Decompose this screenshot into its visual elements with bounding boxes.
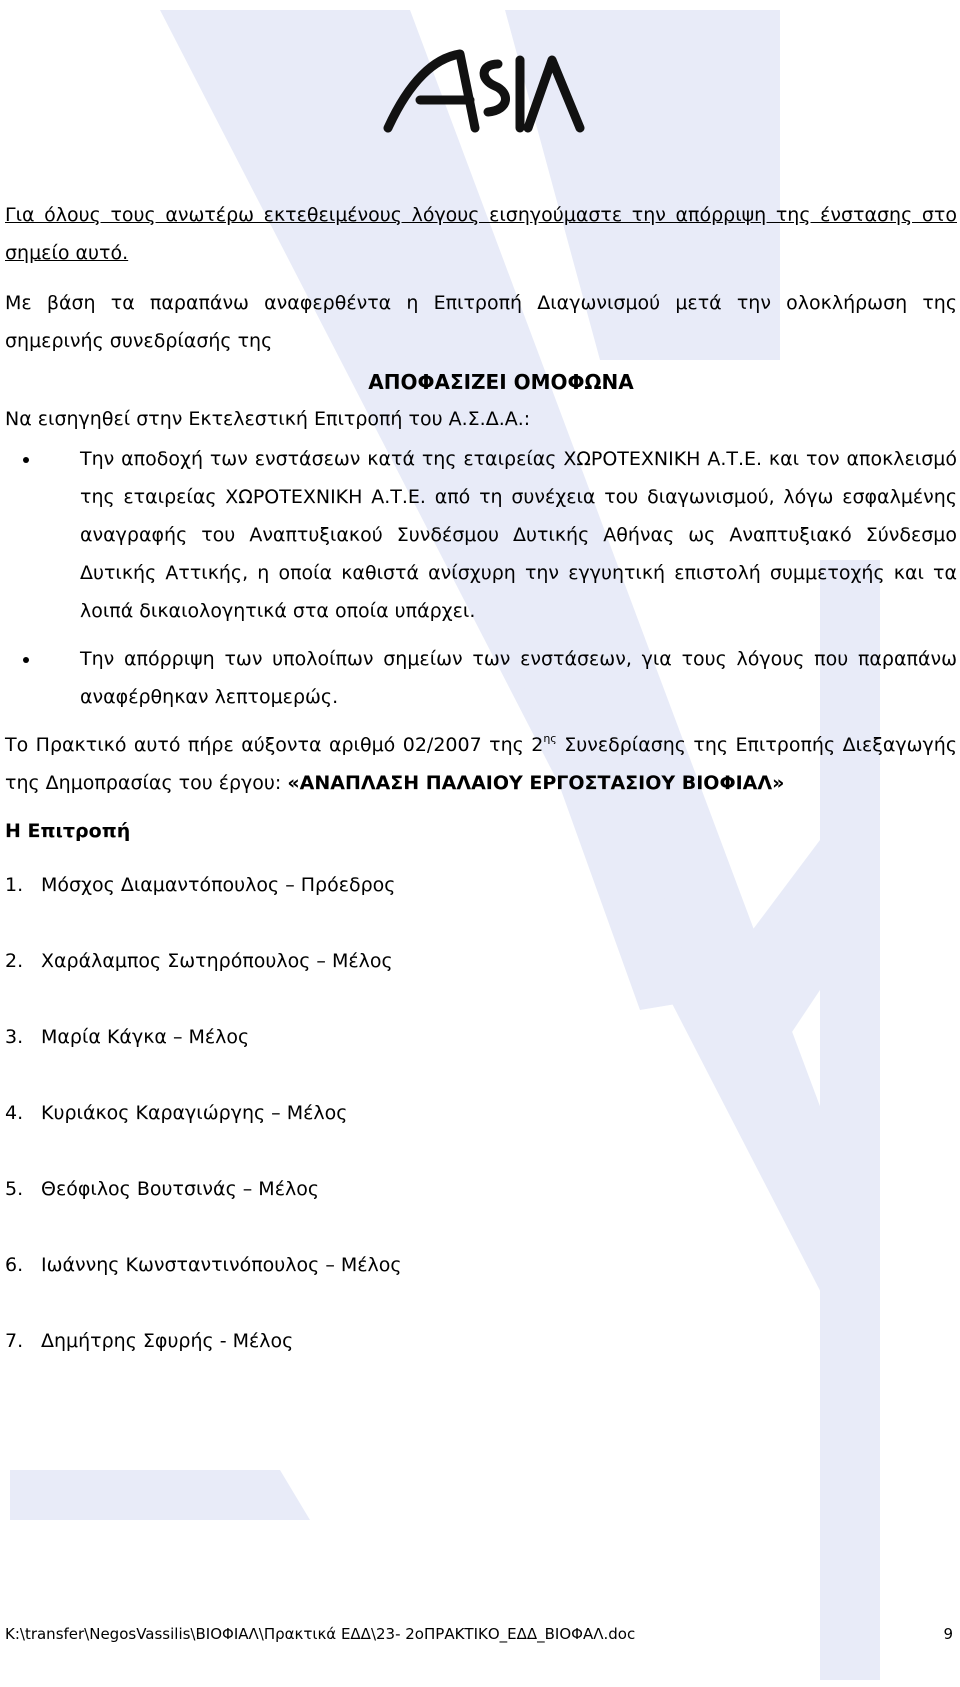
project-title: «ΑΝΑΠΛΑΣΗ ΠΑΛΑΙΟΥ ΕΡΓΟΣΤΑΣΙΟΥ ΒΙΟΦΙΑΛ»: [287, 772, 785, 794]
asda-logo: [380, 40, 590, 140]
member-item: [5, 1170, 957, 1246]
member-item: [5, 1246, 957, 1322]
page-number: 9: [943, 1625, 953, 1643]
member-number: 7.: [5, 1330, 24, 1352]
member-item: [5, 1018, 957, 1094]
member-item: [5, 1322, 957, 1398]
decision-list: [5, 440, 957, 716]
decision-title: ΑΠΟΦΑΣΙΖΕΙ ΟΜΟΦΩΝΑ: [368, 370, 634, 394]
member-name: Δημήτρης Σφυρής - Μέλος: [41, 1330, 294, 1352]
member-name: Μαρία Κάγκα – Μέλος: [41, 1026, 250, 1048]
member-name: Κυριάκος Καραγιώργης – Μέλος: [41, 1102, 348, 1124]
bullet-icon: [23, 657, 29, 663]
member-item: [5, 942, 957, 1018]
list-item: [5, 640, 957, 716]
member-number: 4.: [5, 1102, 24, 1124]
member-name: Χαράλαμπος Σωτηρόπουλος – Μέλος: [41, 950, 393, 972]
list-item: [5, 440, 957, 630]
file-path: K:\transfer\NegosVassilis\ΒΙΟΦΙΑΛ\Πρακτικά ΕΔΔ\23- 2οΠΡΑΚΤΙΚΟ_ΕΔΔ_ΒΙΟΦΑΛ.doc: [5, 1625, 636, 1643]
paragraph-basis: Με βάση τα παραπάνω αναφερθέντα η Επιτροπή Διαγωνισμού μετά την ολοκλήρωση της σημερινής συνεδρίασής της: [5, 292, 957, 352]
member-number: 3.: [5, 1026, 24, 1048]
record-paragraph: [5, 726, 957, 802]
member-item: [5, 1094, 957, 1170]
bullet-text: Την αποδοχή των ενστάσεων κατά της εταιρείας ΧΩΡΟΤΕΧΝΙΚΗ Α.Τ.Ε. και τον αποκλεισμό της εταιρείας ΧΩΡΟΤΕΧΝΙΚΗ Α.Τ.Ε. από τη συνέχεια του διαγωνισμού, λόγω εσφαλμένης αναγραφής του Αναπτυξιακού Συνδέσμου Δυτικής Αθήνας ως Αναπτυξιακό Σύνδεσμο Δυτικής Αττικής, η οποία καθιστά ανίσχυρη την εγγυητική επιστολή συμμετοχής και τα λοιπά δικαιολογητικά στα οποία υπάρχει.: [80, 448, 957, 622]
record-text-after: Συνεδρίασης της Επιτροπής Διεξαγωγής της Δημοπρασίας του έργου:: [5, 734, 957, 794]
page-footer: [5, 1625, 953, 1643]
record-superscript: ης: [543, 731, 557, 745]
member-number: 5.: [5, 1178, 24, 1200]
document-body: [5, 196, 957, 1398]
member-number: 6.: [5, 1254, 24, 1276]
committee-members: [5, 866, 957, 1398]
paragraph-rejection: Για όλους τους ανωτέρω εκτεθειμένους λόγους εισηγούμαστε την απόρριψη της ένστασης στο σημείο αυτό.: [5, 204, 957, 264]
member-name: Ιωάννης Κωνσταντινόπουλος – Μέλος: [41, 1254, 402, 1276]
member-number: 2.: [5, 950, 24, 972]
member-name: Θεόφιλος Βουτσινάς – Μέλος: [41, 1178, 319, 1200]
member-number: 1.: [5, 874, 24, 896]
member-name: Μόσχος Διαμαντόπουλος – Πρόεδρος: [41, 874, 396, 896]
bullet-icon: [23, 457, 29, 463]
record-text-before: Το Πρακτικό αυτό πήρε αύξοντα αριθμό 02/2007 της 2: [5, 734, 544, 756]
member-item: [5, 866, 957, 942]
bullet-text: Την απόρριψη των υπολοίπων σημείων των ενστάσεων, για τους λόγους που παραπάνω αναφέρθηκαν λεπτομερώς.: [80, 648, 957, 708]
recommendation-intro: Να εισηγηθεί στην Εκτελεστική Επιτροπή του Α.Σ.Δ.Α.:: [5, 408, 531, 430]
committee-heading: Η Επιτροπή: [5, 820, 131, 842]
